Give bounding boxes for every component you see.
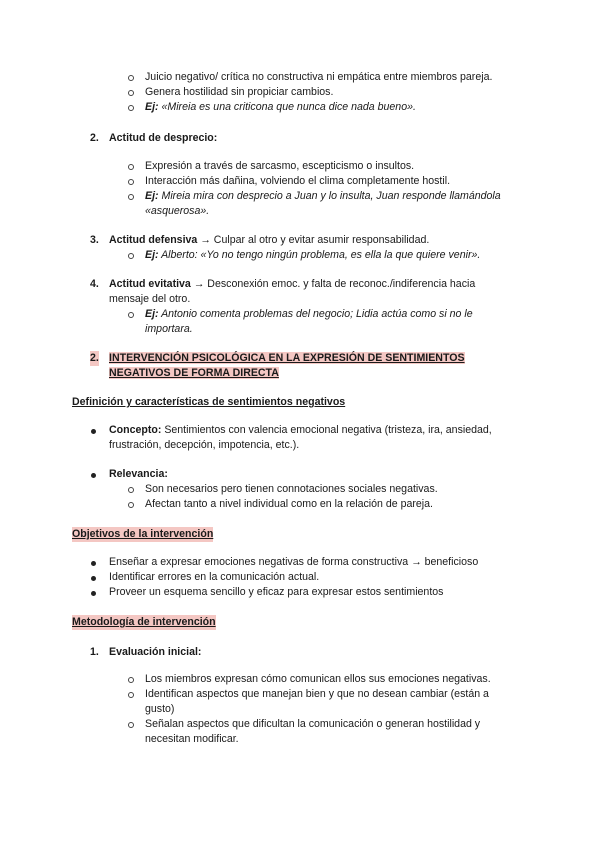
bullet-icon xyxy=(91,576,96,581)
hollow-bullet-icon xyxy=(128,75,134,81)
hollow-bullet-icon xyxy=(128,179,134,185)
relevancia-label: Relevancia: xyxy=(109,468,168,480)
section-title-line: INTERVENCIÓN PSICOLÓGICA EN LA EXPRESIÓN DE SENTIMIENTOS xyxy=(109,352,465,364)
example-text: «Mireia es una criticona que nunca dice nada bueno». xyxy=(158,101,416,113)
actitud-line xyxy=(109,233,429,248)
list-item: Proveer un esquema sencillo y eficaz para expresar estos sentimientos xyxy=(109,586,444,598)
concepto-text: Sentimientos con valencia emocional negativa (tristeza, ira, ansiedad, xyxy=(161,424,492,436)
example-text: Alberto: «Yo no tengo ningún problema, es ella la que quiere venir». xyxy=(158,249,481,261)
list-item: Identificar errores en la comunicación actual. xyxy=(109,571,320,583)
list-item: Afectan tanto a nivel individual como en la relación de pareja. xyxy=(145,498,433,510)
hollow-bullet-icon xyxy=(128,90,134,96)
example-label: Ej: xyxy=(145,101,159,113)
list-number: 1. xyxy=(90,646,99,658)
subheading: Objetivos de la intervención xyxy=(72,528,214,540)
list-number: 3. xyxy=(90,234,99,246)
actitud-title: Actitud evitativa xyxy=(109,278,191,290)
example-text-cont: importara. xyxy=(145,323,193,335)
list-number: 4. xyxy=(90,278,99,290)
subheading: Definición y características de sentimientos negativos xyxy=(72,396,346,408)
list-item: Señalan aspectos que dificultan la comunicación o generan hostilidad y xyxy=(145,718,481,730)
list-number: 2. xyxy=(90,132,99,144)
list-item: Los miembros expresan cómo comunican ellos sus emociones negativas. xyxy=(145,673,491,685)
list-item: Interacción más dañina, volviendo el clima completamente hostil. xyxy=(145,175,451,187)
list-item: Juicio negativo/ crítica no constructiva ni empática entre miembros pareja. xyxy=(145,71,493,83)
list-item: Enseñar a expresar emociones negativas de forma constructiva → beneficioso xyxy=(109,556,479,568)
hollow-bullet-icon xyxy=(128,722,134,728)
list-item-cont: gusto) xyxy=(145,703,175,715)
hollow-bullet-icon xyxy=(128,487,134,493)
list-item-cont: frustración, decepción, impotencia, etc.). xyxy=(109,439,300,451)
bullet-icon xyxy=(91,561,96,566)
section-title xyxy=(109,351,465,380)
hollow-bullet-icon xyxy=(128,312,134,318)
example-text-cont: «asquerosa». xyxy=(145,205,210,217)
example-item xyxy=(145,248,480,263)
actitud-desc: → Culpar al otro y evitar asumir responsabilidad. xyxy=(197,234,430,246)
bullet-icon xyxy=(91,473,96,478)
example-item xyxy=(145,307,473,322)
subheading: Metodología de intervención xyxy=(72,616,216,628)
hollow-bullet-icon xyxy=(128,502,134,508)
example-text: Mireia mira con desprecio a Juan y lo insulta, Juan responde llamándola xyxy=(158,190,501,202)
example-label: Ej: xyxy=(145,249,159,261)
bullet-icon xyxy=(91,429,96,434)
hollow-bullet-icon xyxy=(128,253,134,259)
actitud-title: Actitud defensiva xyxy=(109,234,198,246)
actitud-desc-cont: mensaje del otro. xyxy=(109,293,191,305)
actitud-desc: → Desconexión emoc. y falta de reconoc./indiferencia hacia xyxy=(190,278,476,290)
actitud-title: Actitud de desprecio: xyxy=(109,132,218,144)
bullet-icon xyxy=(91,591,96,596)
example-item xyxy=(145,100,416,115)
list-item-cont: necesitan modificar. xyxy=(145,733,239,745)
actitud-line xyxy=(109,277,475,292)
section-title-line: NEGATIVOS DE FORMA DIRECTA xyxy=(109,366,279,379)
example-text: Antonio comenta problemas del negocio; Lidia actúa como si no le xyxy=(158,308,473,320)
step-title: Evaluación inicial: xyxy=(109,646,202,658)
list-item: Expresión a través de sarcasmo, escepticismo o insultos. xyxy=(145,160,415,172)
hollow-bullet-icon xyxy=(128,692,134,698)
hollow-bullet-icon xyxy=(128,194,134,200)
list-item: Son necesarios pero tienen connotaciones sociales negativas. xyxy=(145,483,438,495)
section-number: 2. xyxy=(90,352,99,364)
concepto-label: Concepto: xyxy=(109,424,162,436)
list-item: Genera hostilidad sin propiciar cambios. xyxy=(145,86,334,98)
example-item xyxy=(145,189,501,204)
list-item: Identifican aspectos que manejan bien y que no desean cambiar (están a xyxy=(145,688,489,700)
hollow-bullet-icon xyxy=(128,677,134,683)
example-label: Ej: xyxy=(145,190,159,202)
example-label: Ej: xyxy=(145,308,159,320)
hollow-bullet-icon xyxy=(128,105,134,111)
list-item xyxy=(109,423,492,438)
hollow-bullet-icon xyxy=(128,164,134,170)
